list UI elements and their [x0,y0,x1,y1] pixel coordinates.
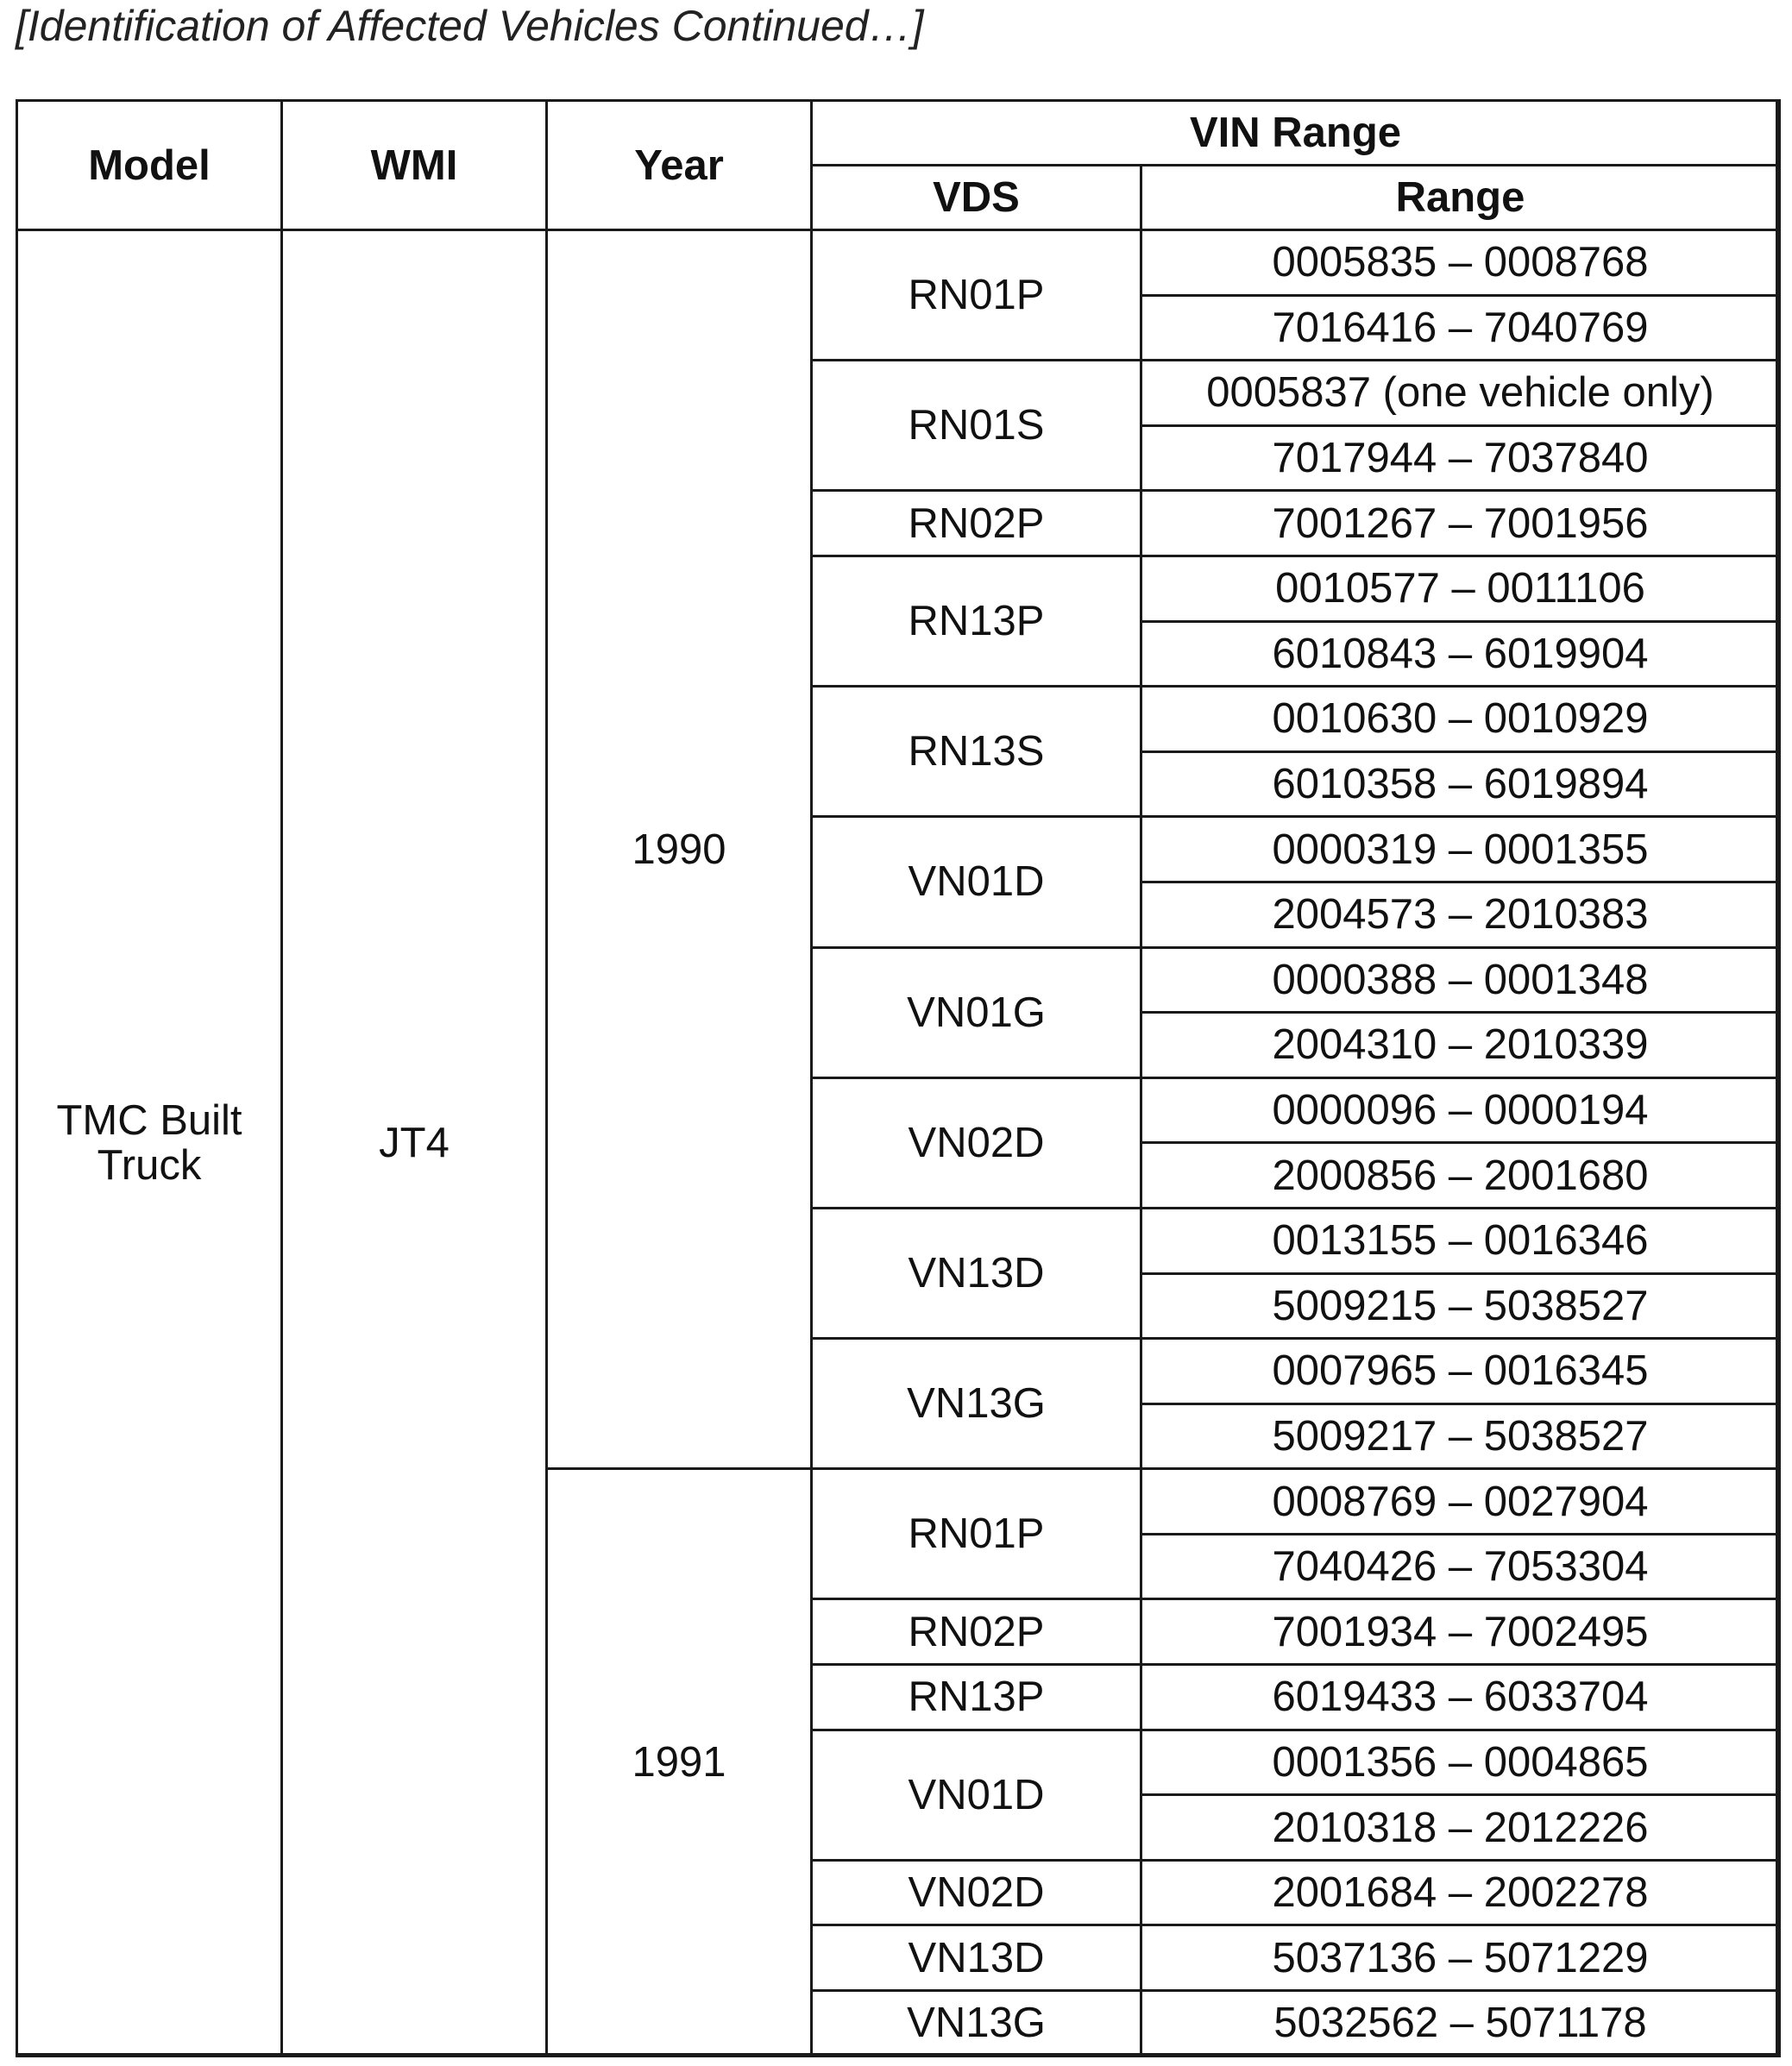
range-cell: 0000388 – 0001348 [1141,947,1780,1013]
affected-vehicles-table [16,99,1781,2057]
header-wmi: WMI [282,101,547,230]
range-cell: 0000096 – 0000194 [1141,1077,1780,1143]
range-cell: 0000319 – 0001355 [1141,817,1780,882]
vds-cell: VN02D [812,1860,1141,1925]
table-body [17,230,1780,2057]
range-cell: 6019433 – 6033704 [1141,1665,1780,1730]
range-cell: 6010843 – 6019904 [1141,621,1780,687]
range-cell: 5037136 – 5071229 [1141,1925,1780,1991]
range-cell: 0001356 – 0004865 [1141,1730,1780,1795]
vds-cell: RN01P [812,1469,1141,1599]
table-row [17,230,1780,296]
vds-cell: VN01G [812,947,1141,1077]
vds-cell: RN01S [812,361,1141,491]
range-cell: 0005837 (one vehicle only) [1141,361,1780,426]
range-cell: 2004573 – 2010383 [1141,882,1780,947]
range-cell: 0008769 – 0027904 [1141,1469,1780,1535]
vds-cell: VN13D [812,1208,1141,1338]
header-vin-range: VIN Range [812,101,1780,166]
vds-cell: RN13P [812,556,1141,686]
year-cell: 1991 [547,1469,812,2056]
header-range: Range [1141,166,1780,230]
range-cell: 2010318 – 2012226 [1141,1795,1780,1861]
model-cell [17,230,282,2057]
range-cell: 0007965 – 0016345 [1141,1339,1780,1404]
header-model: Model [17,101,282,230]
vds-cell: RN13S [812,687,1141,817]
vds-cell: VN13G [812,1339,1141,1469]
range-cell: 7040426 – 7053304 [1141,1534,1780,1599]
vds-cell: RN13P [812,1665,1141,1730]
range-cell: 5032562 – 5071178 [1141,1991,1780,2057]
vds-cell: RN01P [812,230,1141,361]
model-line-2: Truck [97,1141,202,1189]
range-cell: 2004310 – 2010339 [1141,1013,1780,1078]
range-cell: 5009217 – 5038527 [1141,1403,1780,1469]
range-cell: 5009215 – 5038527 [1141,1273,1780,1339]
range-cell: 6010358 – 6019894 [1141,751,1780,817]
vds-cell: VN13G [812,1991,1141,2057]
vds-cell: VN02D [812,1077,1141,1208]
range-cell: 7017944 – 7037840 [1141,425,1780,491]
table-header [17,101,1780,230]
vds-cell: VN01D [812,817,1141,947]
range-cell: 7001934 – 7002495 [1141,1599,1780,1665]
range-cell: 0010577 – 0011106 [1141,556,1780,621]
range-cell: 7016416 – 7040769 [1141,295,1780,361]
range-cell: 0010630 – 0010929 [1141,687,1780,752]
vds-cell: VN01D [812,1730,1141,1860]
year-cell: 1990 [547,230,812,1469]
vds-cell: RN02P [812,1599,1141,1665]
range-cell: 2000856 – 2001680 [1141,1143,1780,1209]
vds-cell: RN02P [812,491,1141,556]
header-year: Year [547,101,812,230]
range-cell: 0005835 – 0008768 [1141,230,1780,296]
header-vds: VDS [812,166,1141,230]
range-cell: 0013155 – 0016346 [1141,1208,1780,1273]
range-cell: 2001684 – 2002278 [1141,1860,1780,1925]
model-line-1: TMC Built [56,1096,242,1144]
wmi-cell: JT4 [282,230,547,2057]
continuation-caption: [Identification of Affected Vehicles Continued…] [16,2,924,50]
vds-cell: VN13D [812,1925,1141,1991]
range-cell: 7001267 – 7001956 [1141,491,1780,556]
